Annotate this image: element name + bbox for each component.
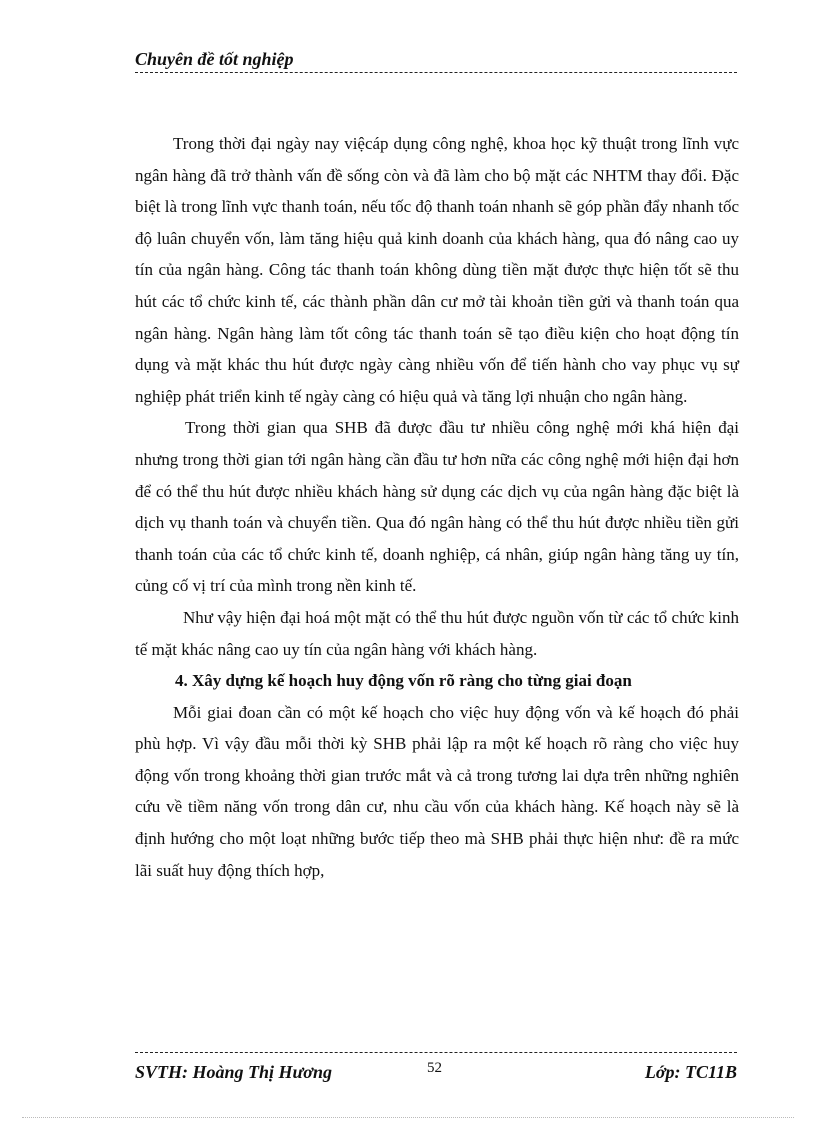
page-edge-divider: [22, 1117, 794, 1118]
page-number: 52: [427, 1060, 442, 1076]
page-footer: [135, 1060, 737, 1088]
footer-divider: [135, 1052, 737, 1053]
paragraph-4: Mỗi giai đoan cần có một kế hoạch cho việc huy động vốn và kế hoạch đó phải phù hợp. Vì vậy đầu mỗi thời kỳ SHB phải lập ra một kế hoạch rõ ràng cho việc huy động vốn trong khoảng thời gian trước mắt và cả trong tương lai dựa trên những nghiên cứu về tiềm năng vốn trong dân cư, nhu cầu vốn của khách hàng. Kế hoạch này sẽ là định hướng cho một loạt những bước tiếp theo mà SHB phải thực hiện như: đề ra mức lãi suất huy động thích hợp,: [135, 702, 739, 880]
page-header: [135, 46, 737, 73]
paragraph-2: Trong thời gian qua SHB đã được đầu tư nhiều công nghệ mới khá hiện đại nhưng trong thời gian tới ngân hàng cần đầu tư hơn nữa các công nghệ mới hiện đại hơn để có thể thu hút được nhiều khách hàng sử dụng các dịch vụ của ngân hàng đặc biệt là dịch vụ thanh toán và chuyển tiền. Qua đó ngân hàng có thể thu hút được nhiều tiền gửi thanh toán của các tổ chức kinh tế, doanh nghiệp, cá nhân, giúp ngân hàng tăng uy tín, củng cố vị trí của mình trong nền kinh tế.: [135, 418, 739, 596]
paragraph-1: Trong thời đại ngày nay việcáp dụng công nghệ, khoa học kỹ thuật trong lĩnh vực ngân hàng đã trở thành vấn đề sống còn và đã làm cho bộ mặt các NHTM thay đổi. Đặc biệt là trong lĩnh vực thanh toán, nếu tốc độ thanh toán nhanh sẽ góp phần đẩy nhanh tốc độ luân chuyển vốn, làm tăng hiệu quả kinh doanh của khách hàng, qua đó nâng cao uy tín của ngân hàng. Công tác thanh toán không dùng tiền mặt được thực hiện tốt sẽ thu hút các tổ chức kinh tế, các thành phần dân cư mở tài khoản tiền gửi và thanh toán qua ngân hàng. Ngân hàng làm tốt công tác thanh toán sẽ tạo điều kiện cho hoạt động tín dụng và mặt khác thu hút được ngày càng nhiều vốn để tiến hành cho vay phục vụ sự nghiệp phát triển kinh tế ngày càng có hiệu quả và tăng lợi nhuận cho ngân hàng.: [135, 134, 739, 406]
footer-student: SVTH: Hoàng Thị Hương: [135, 1062, 332, 1082]
footer-class: Lớp: TC11B: [644, 1062, 737, 1082]
section-heading: 4. Xây dựng kế hoạch huy động vốn rõ ràng cho từng giai đoạn: [175, 671, 632, 691]
paragraph-3: Như vậy hiện đại hoá một mặt có thể thu hút được nguồn vốn từ các tổ chức kinh tế mặt khác nâng cao uy tín của ngân hàng với khách hàng.: [135, 607, 739, 659]
document-body: [135, 128, 739, 886]
header-title: Chuyên đề tốt nghiệp: [135, 49, 294, 69]
